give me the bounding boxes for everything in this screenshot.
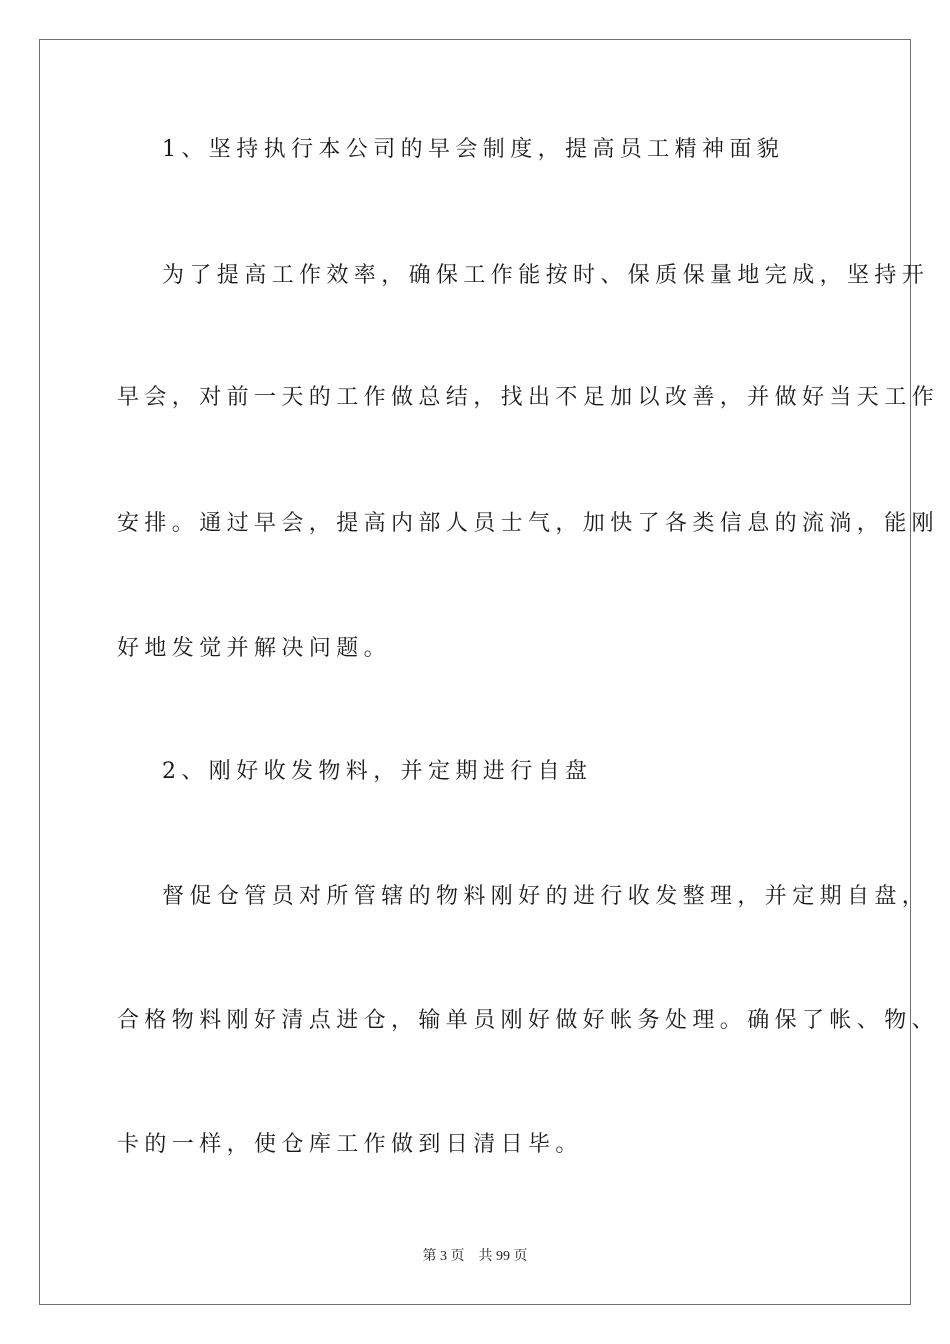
paragraph-1-line-1: 为了提高工作效率，确保工作能按时、保质保量地完成，坚持开 bbox=[162, 263, 930, 288]
paragraph-1-line-2: 早会，对前一天的工作做总结，找出不足加以改善，并做好当天工作 bbox=[117, 385, 940, 410]
page-footer bbox=[0, 1248, 950, 1266]
paragraph-1-line-4: 好地发觉并解决问题。 bbox=[117, 636, 392, 661]
total-pages: 共 99 页 bbox=[478, 1249, 528, 1264]
paragraph-1-line-3: 安排。通过早会，提高内部人员士气，加快了各类信息的流淌，能刚 bbox=[117, 511, 940, 536]
page-border bbox=[39, 39, 911, 1305]
section-heading-1: 1、坚持执行本公司的早会制度，提高员工精神面貌 bbox=[162, 137, 785, 162]
section-heading-2: 2、刚好收发物料，并定期进行自盘 bbox=[162, 759, 593, 784]
page-number: 第 3 页 bbox=[422, 1249, 465, 1264]
paragraph-2-line-3: 卡的一样，使仓库工作做到日清日毕。 bbox=[117, 1132, 583, 1157]
paragraph-2-line-1: 督促仓管员对所管辖的物料刚好的进行收发整理，并定期自盘， bbox=[162, 884, 930, 909]
paragraph-2-line-2: 合格物料刚好清点进仓，输单员刚好做好帐务处理。确保了帐、物、 bbox=[117, 1008, 940, 1033]
